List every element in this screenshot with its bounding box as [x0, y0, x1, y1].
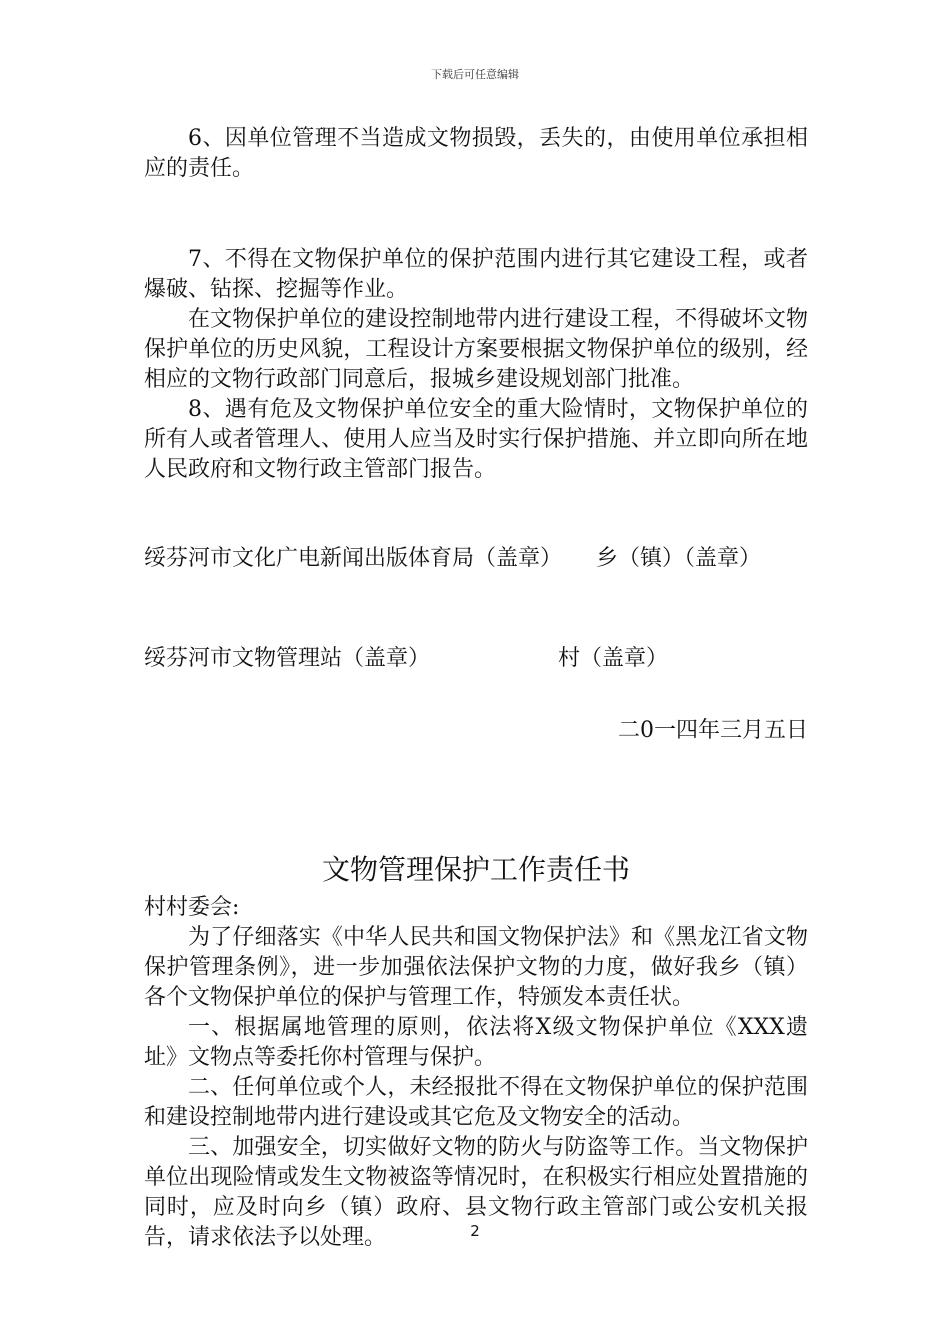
signature-row-2 — [144, 644, 808, 674]
header-note: 下载后可任意编辑 — [431, 68, 519, 81]
date-block — [144, 716, 808, 746]
signature-line-1 — [144, 544, 808, 574]
item-6-block — [144, 124, 808, 184]
signing-date: 二0一四年三月五日 — [618, 718, 808, 743]
clause-1-paragraph: 一、根据属地管理的原则，依法将X级文物保护单位《XXX遗址》文物点等委托你村管理与保护。 — [144, 1015, 808, 1070]
second-document-title-block — [144, 850, 808, 890]
village-seal-label: 村（盖章） — [558, 646, 669, 671]
item-7-paragraph: 7、不得在文物保护单位的保护范围内进行其它建设工程，或者爆破、钻探、挖掘等作业。 — [144, 247, 808, 302]
page-number: 2 — [470, 1222, 480, 1240]
item-6-paragraph: 6、因单位管理不当造成文物损毁，丢失的，由使用单位承担相应的责任。 — [144, 126, 808, 181]
item-7-sub-paragraph: 在文物保护单位的建设控制地带内进行建设工程，不得破坏文物保护单位的历史风貌，工程设计方案要根据文物保护单位的级别，经相应的文物行政部门同意后，报城乡建设规划部门批准。 — [144, 307, 808, 392]
intro-paragraph: 为了仔细落实《中华人民共和国文物保护法》和《黑龙江省文物保护管理条例》，进一步加强依法保护文物的力度，做好我乡（镇）各个文物保护单位的保护与管理工作，特颁发本责任状。 — [144, 925, 808, 1010]
township-seal-label: 乡（镇）（盖章） — [596, 546, 762, 571]
bureau-seal-label: 绥芬河市文化广电新闻出版体育局（盖章） — [144, 546, 563, 571]
signature-row-1 — [144, 544, 808, 574]
second-document-body — [144, 893, 808, 1253]
recipient-line: 村村委会: — [144, 895, 240, 920]
clause-2-paragraph: 二、任何单位或个人，未经报批不得在文物保护单位的保护范围和建设控制地带内进行建设或其它危及文物安全的活动。 — [144, 1075, 808, 1130]
document-title: 文物管理保护工作责任书 — [321, 853, 630, 886]
item-8-paragraph: 8、遇有危及文物保护单位安全的重大险情时，文物保护单位的所有人或者管理人、使用人应当及时实行保护措施、并立即向所在地人民政府和文物行政主管部门报告。 — [144, 397, 808, 482]
clause-3-paragraph: 三、加强安全，切实做好文物的防火与防盗等工作。当文物保护单位出现险情或发生文物被盗等情况时，在积极实行相应处置措施的同时，应及时向乡（镇）政府、县文物行政主管部门或公安机关报告，请求依法予以处理。 — [144, 1135, 808, 1250]
station-seal-label: 绥芬河市文物管理站（盖章） — [144, 646, 431, 671]
signature-line-2 — [144, 644, 808, 674]
items-7-8-block — [144, 245, 808, 485]
